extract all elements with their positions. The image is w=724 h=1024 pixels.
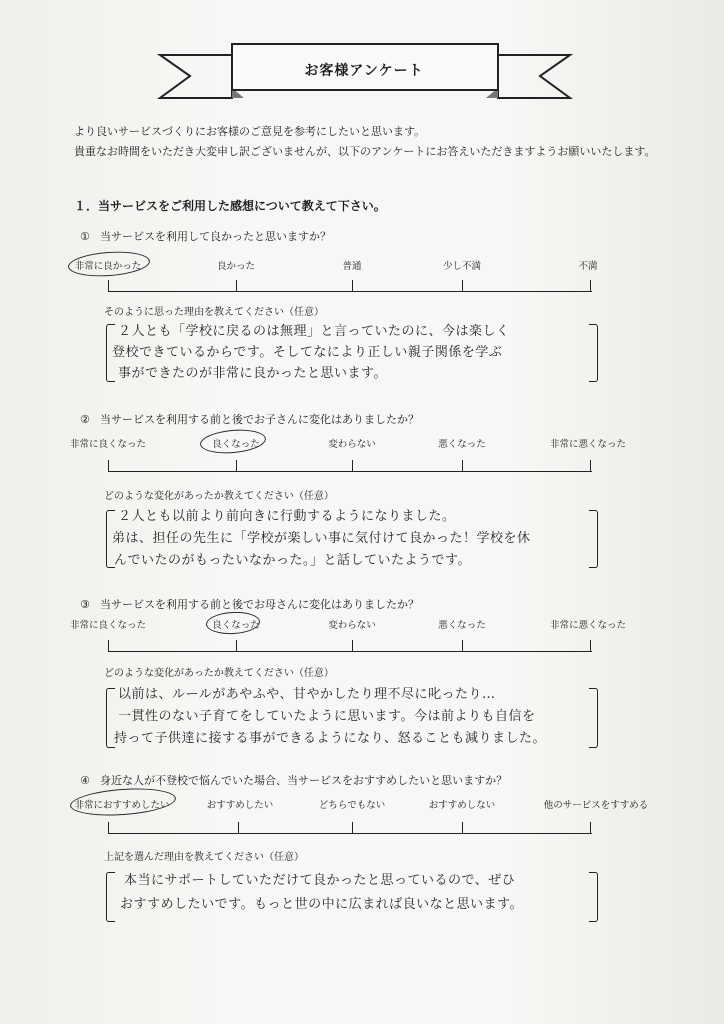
q3-reason-label: どのような変化があったか教えてください（任意） (104, 668, 334, 679)
q1-answer-line-3: 事ができたのが非常に良かったと思います。 (118, 366, 387, 381)
q2-option-1[interactable]: 非常に良くなった (69, 439, 147, 450)
question-2 (80, 411, 419, 427)
q1-answer-line-2: 登校できているからです。そしてなにより正しい親子関係を学ぶ (112, 345, 503, 360)
question-2-text: 当サービスを利用する前と後でお子さんに変化はありましたか？ (100, 413, 419, 426)
q1-option-3[interactable]: 普通 (342, 261, 362, 272)
q4-answer-line-2: おすすめしたいです。もっと世の中に広まれば良いなと思います。 (120, 897, 524, 912)
q4-rating-scale (108, 822, 592, 834)
q1-selection-circle (67, 249, 150, 279)
question-3-number: ③ (80, 598, 90, 611)
q3-selection-circle (205, 611, 260, 636)
q3-option-5[interactable]: 非常に悪くなった (549, 620, 627, 631)
q4-option-3[interactable]: どちらでもない (318, 800, 386, 811)
q3-answer-line-2: 一貫性のない子育てをしていたように思います。今は前よりも自信を (118, 709, 536, 724)
question-1-text: 当サービスを利用して良かったと思いますか？ (100, 230, 331, 243)
q3-option-2[interactable]: 良くなった (212, 620, 260, 631)
q4-option-5[interactable]: 他のサービスをすすめる (543, 800, 649, 811)
question-3 (80, 596, 419, 612)
q1-option-1[interactable]: 非常に良かった (74, 261, 142, 272)
q3-rating-scale (108, 640, 592, 652)
survey-title: お客様アンケート (304, 63, 424, 79)
intro-line-1: より良いサービスづくりにお客様のご意見を参考にしたいと思います。 (74, 125, 426, 138)
intro-line-2: 貴重なお時間をいただき大変申し訳ございませんが、以下のアンケートにお答えいただきますようお願いいたします。 (74, 145, 656, 158)
q2-answer-line-2: 弟は、担任の先生に「学校が楽しい事に気付けて良かった！学校を休 (112, 531, 531, 546)
question-3-text: 当サービスを利用する前と後でお母さんに変化はありましたか？ (100, 598, 419, 611)
q4-option-2[interactable]: おすすめしたい (206, 800, 274, 811)
q4-answer-line-1: 本当にサポートしていただけて良かったと思っているので、ぜひ (124, 873, 516, 888)
question-1-number: ① (80, 230, 90, 243)
q2-reason-label: どのような変化があったか教えてください（任意） (104, 491, 334, 502)
q2-option-5[interactable]: 非常に悪くなった (549, 439, 627, 450)
q2-answer-line-3: んでいたのがもったいなかった。」と話していたようです。 (114, 553, 471, 568)
q3-option-1[interactable]: 非常に良くなった (69, 620, 147, 631)
q1-rating-scale (108, 280, 592, 292)
q3-answer-line-3: 持って子供達に接する事ができるようになり、怒ることも減りました。 (114, 731, 547, 746)
q1-option-2[interactable]: 良かった (216, 261, 256, 272)
q2-option-4[interactable]: 悪くなった (438, 439, 486, 450)
q4-reason-label: 上記を選んだ理由を教えてください（任意） (104, 852, 304, 863)
q4-selection-circle (69, 785, 177, 818)
q3-answer-line-1: 以前は、ルールがあやふや、甘やかしたり理不尽に叱ったり… (118, 687, 496, 702)
q2-rating-scale (108, 460, 592, 472)
q1-option-5[interactable]: 不満 (578, 261, 598, 272)
question-1 (80, 228, 331, 244)
q3-option-3[interactable]: 変わらない (328, 620, 376, 631)
q4-option-1[interactable]: 非常におすすめしたい (74, 800, 170, 811)
q2-answer-line-1: ２人とも以前より前向きに行動するようになりました。 (118, 509, 456, 524)
q3-option-4[interactable]: 悪くなった (438, 620, 486, 631)
q2-selection-circle (199, 427, 267, 456)
q2-option-2[interactable]: 良くなった (212, 439, 260, 450)
q4-option-4[interactable]: おすすめしない (428, 800, 496, 811)
q1-reason-label: そのように思った理由を教えてください（任意） (104, 307, 324, 318)
q1-option-4[interactable]: 少し不満 (442, 261, 482, 272)
q1-answer-line-1: ２人とも「学校に戻るのは無理」と言っていたのに、今は楽しく (118, 324, 510, 339)
question-2-number: ② (80, 413, 90, 426)
question-4-number: ④ (80, 774, 90, 787)
question-4 (80, 772, 507, 788)
question-4-text: 身近な人が不登校で悩んでいた場合、当サービスをおすすめしたいと思いますか？ (100, 774, 508, 787)
section-title: １．当サービスをご利用した感想について教えて下さい。 (74, 199, 386, 213)
q2-option-3[interactable]: 変わらない (328, 439, 376, 450)
